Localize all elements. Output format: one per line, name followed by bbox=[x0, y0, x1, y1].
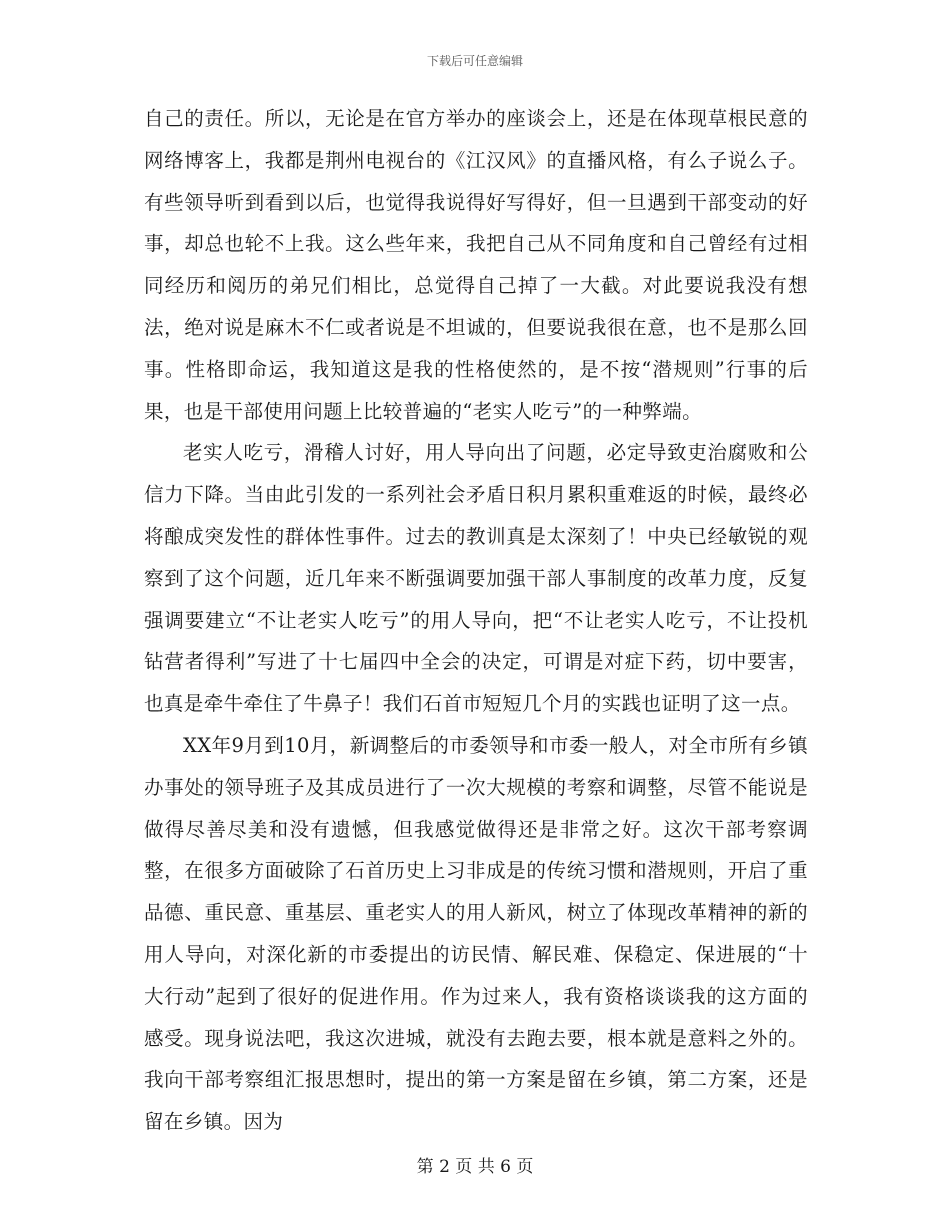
page-number-footer: 第 2 页 共 6 页 bbox=[416, 1157, 534, 1177]
page-header: 下载后可任意编辑 bbox=[426, 54, 523, 68]
paragraph-1: 自己的责任。所以，无论是在官方举办的座谈会上，还是在体现草根民意的网络博客上，我都是荆州电视台的《江汉风》的直播风格，有么子说么子。有些领导听到看到以后，也觉得我说得好写得好，但一旦遇到干部变动的好事，却总也轮不上我。这么些年来，我把自己从不同角度和自己曾经有过相同经历和阅历的弟兄们相比，总觉得自己掉了一大截。对此要说我没有想法，绝对说是麻木不仁或者说是不坦诚的，但要说我很在意，也不是那么回事。性格即命运，我知道这是我的性格使然的，是不按“潜规则”行事的后果，也是干部使用问题上比较普遍的“老实人吃亏”的一种弊端。 bbox=[144, 107, 808, 423]
document-body bbox=[144, 98, 808, 1143]
paragraph-3: XX年9月到10月，新调整后的市委领导和市委一般人，对全市所有乡镇办事处的领导班子及其成员进行了一次大规模的考察和调整，尽管不能说是做得尽善尽美和没有遗憾，但我感觉做得还是非常之好。这次干部考察调整，在很多方面破除了石首历史上习非成是的传统习惯和潜规则，开启了重品德、重民意、重基层、重老实人的用人新风，树立了体现改革精神的新的用人导向，对深化新的市委提出的访民情、解民难、保稳定、保进展的“十大行动”起到了很好的促进作用。作为过来人，我有资格谈谈我的这方面的感受。现身说法吧，我这次进城，就没有去跑去要，根本就是意料之外的。我向干部考察组汇报思想时，提出的第一方案是留在乡镇，第二方案，还是留在乡镇。因为 bbox=[144, 733, 808, 1134]
paragraph-2: 老实人吃亏，滑稽人讨好，用人导向出了问题，必定导致吏治腐败和公信力下降。当由此引发的一系列社会矛盾日积月累积重难返的时候，最终必将酿成突发性的群体性事件。过去的教训真是太深刻了！中央已经敏锐的观察到了这个问题，近几年来不断强调要加强干部人事制度的改革力度，反复强调要建立“不让老实人吃亏”的用人导向，把“不让老实人吃亏，不让投机钻营者得利”写进了十七届四中全会的决定，可谓是对症下药，切中要害，也真是牵牛牵住了牛鼻子！我们石首市短短几个月的实践也证明了这一点。 bbox=[144, 441, 808, 716]
